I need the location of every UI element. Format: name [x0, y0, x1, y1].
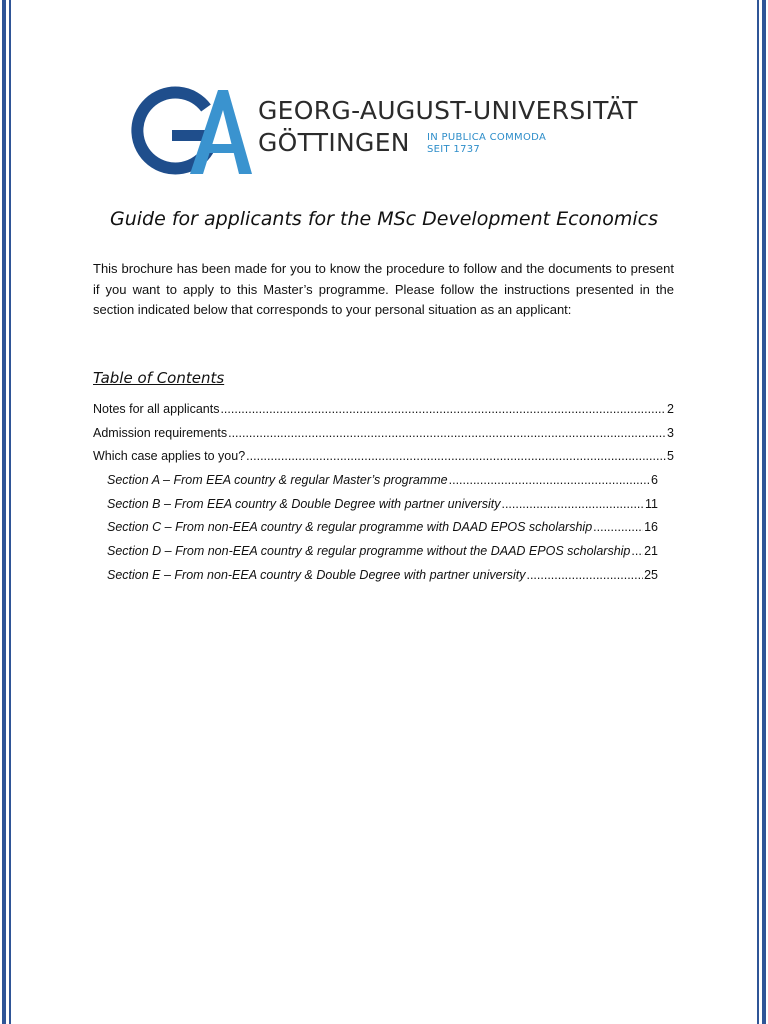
toc-entry-section-b[interactable]: [107, 493, 658, 517]
logo-name-line1: GEORG-AUGUST-UNIVERSITÄT: [258, 96, 638, 125]
toc-leader-dots: [228, 422, 666, 446]
toc-entry-notes[interactable]: [93, 398, 674, 422]
toc-page-number: 6: [651, 473, 658, 488]
logo-name-line2: GÖTTINGEN: [258, 128, 410, 157]
toc-leader-dots: [220, 398, 666, 422]
toc-entry-section-d[interactable]: [107, 540, 658, 564]
toc-entry-label: Section E – From non-EEA country & Double Degree with partner university: [107, 567, 526, 582]
toc-page-number: 11: [645, 496, 658, 511]
toc-page-number: 25: [644, 567, 658, 582]
toc-page-number: 2: [667, 402, 674, 416]
toc-entry-section-c[interactable]: [107, 516, 658, 540]
toc-page-number: 16: [644, 520, 658, 535]
toc-leader-dots: [526, 564, 643, 588]
toc-entry-label: Which case applies to you?: [93, 449, 246, 464]
table-of-contents: [93, 398, 674, 588]
toc-page-number: 5: [667, 449, 674, 464]
toc-entry-section-a[interactable]: [107, 469, 658, 493]
toc-entry-label: Notes for all applicants: [93, 402, 220, 416]
page-border-right: [762, 0, 766, 1024]
toc-leader-dots: [501, 493, 644, 517]
toc-entry-label: Section C – From non-EEA country & regular programme with DAAD EPOS scholarship: [107, 520, 593, 535]
page-border-left-inner: [9, 0, 11, 1024]
document-title: Guide for applicants for the MSc Development Economics: [110, 208, 658, 230]
toc-leader-dots: [631, 540, 643, 564]
toc-entry-label: Section B – From EEA country & Double Degree with partner university: [107, 496, 501, 511]
toc-heading: Table of Contents: [93, 369, 225, 387]
ga-monogram-icon: [128, 86, 253, 178]
toc-entry-label: Section D – From non-EEA country & regular programme without the DAAD EPOS scholarship: [107, 544, 631, 559]
toc-entry-section-e[interactable]: [107, 564, 658, 588]
toc-entry-which-case[interactable]: [93, 445, 674, 469]
toc-entry-admission[interactable]: [93, 422, 674, 446]
toc-leader-dots: [593, 516, 643, 540]
toc-entry-label: Section A – From EEA country & regular Master’s programme: [107, 473, 448, 488]
toc-entry-label: Admission requirements: [93, 425, 228, 440]
toc-page-number: 21: [644, 544, 658, 559]
logo-motto-line1: IN PUBLICA COMMODA: [427, 132, 547, 143]
page-border-right-inner: [757, 0, 759, 1024]
page-border-left: [2, 0, 6, 1024]
logo-motto-line2: SEIT 1737: [427, 144, 481, 155]
intro-paragraph: This brochure has been made for you to know the procedure to follow and the documents to present if you want to apply to this Master’s programme. Please follow the instructions presented in the section indicated below that corresponds to your personal situation as an applicant:: [93, 261, 674, 317]
toc-leader-dots: [449, 469, 650, 493]
university-logo: [128, 86, 648, 178]
toc-leader-dots: [246, 445, 666, 469]
toc-page-number: 3: [667, 425, 674, 440]
